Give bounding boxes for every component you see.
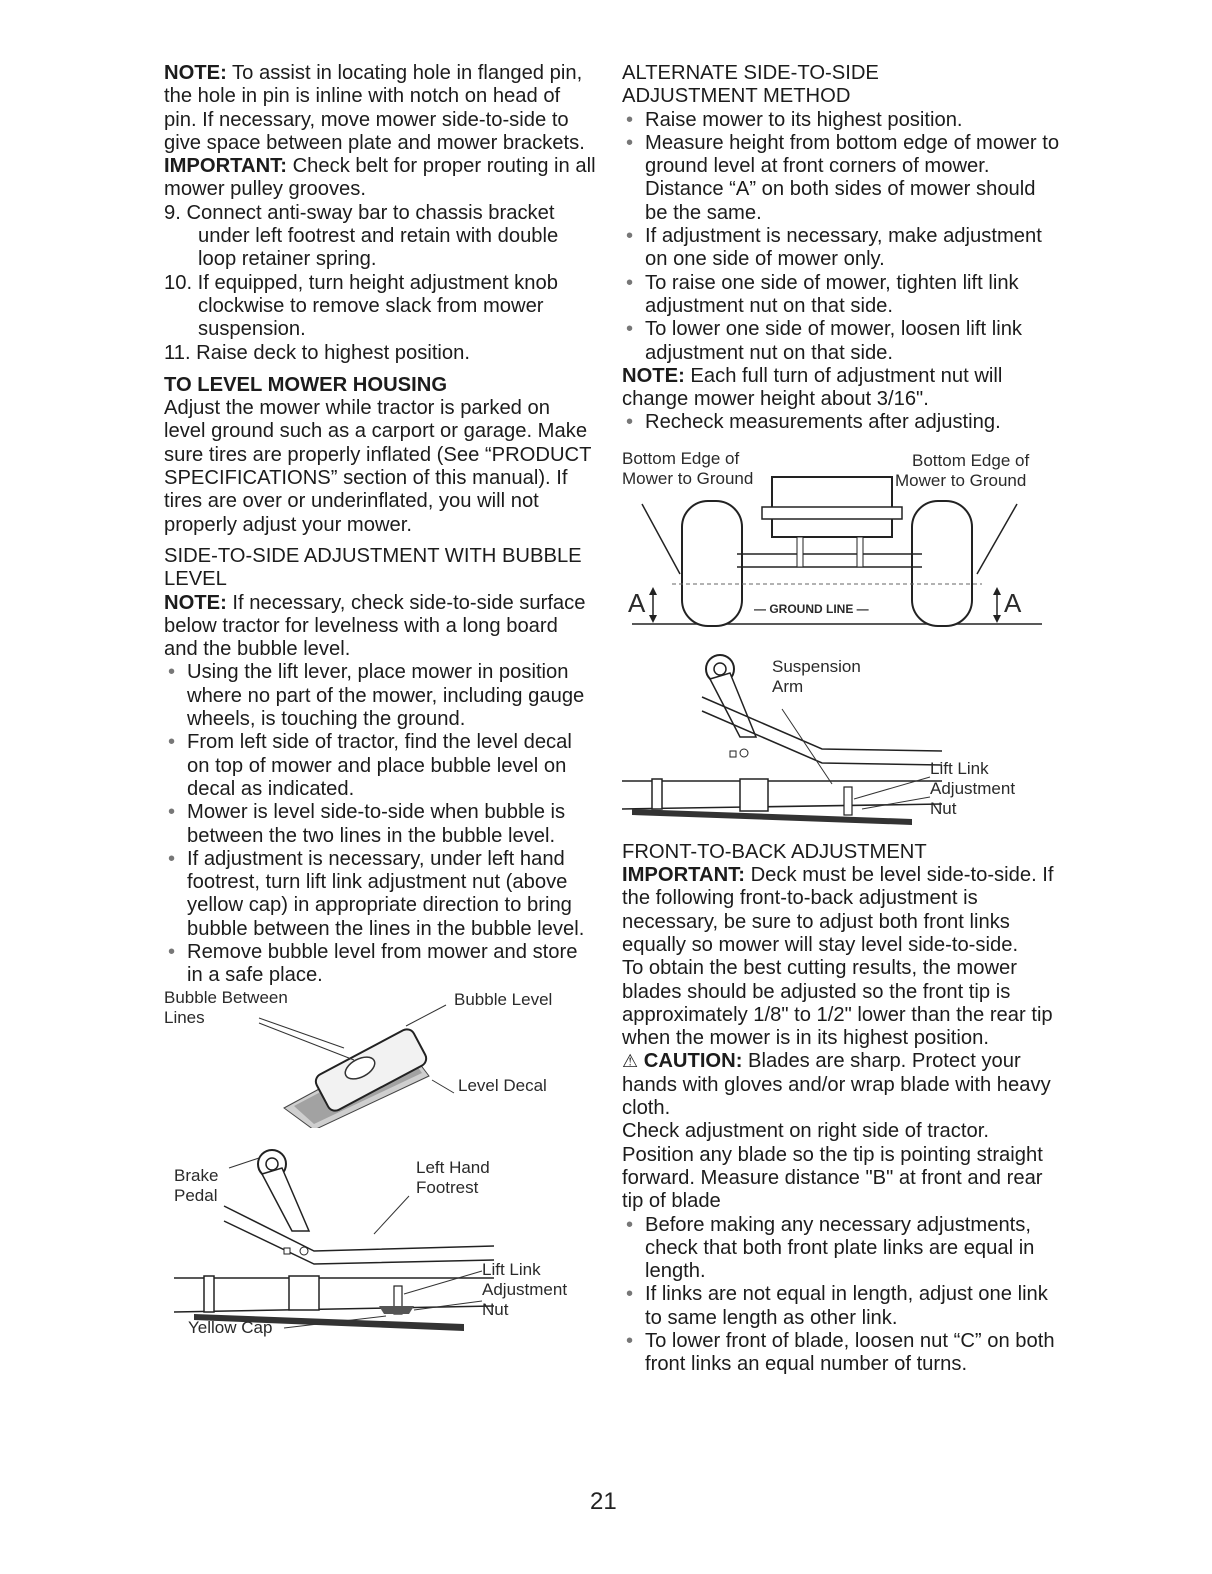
section-heading-level-mower: TO LEVEL MOWER HOUSING bbox=[164, 373, 448, 396]
ground-line-label: — GROUND LINE — bbox=[754, 601, 869, 616]
distance-a-left-label: A bbox=[628, 587, 646, 618]
adjustment-label: Adjustment bbox=[930, 778, 1016, 798]
section-heading-bubble-level: SIDE-TO-SIDE ADJUSTMENT WITH BUBBLE LEVEL bbox=[164, 544, 582, 591]
list-item: • Recheck measurements after adjusting. bbox=[622, 411, 1062, 434]
list-item: • Measure height from bottom edge of mower to ground level at front corners of mower. Distance “A” on both sides of mower should be the same. bbox=[622, 132, 1062, 225]
step-9: 9. Connect anti-sway bar to chassis bracket under left footrest and retain with double loop retainer spring. bbox=[164, 201, 559, 271]
important-label: IMPORTANT: bbox=[622, 864, 745, 887]
lift-link-label: Lift Link bbox=[930, 758, 989, 778]
right-column bbox=[622, 62, 1062, 1377]
front-to-back-steps bbox=[622, 1214, 1062, 1377]
list-item: • Mower is level side-to-side when bubble is between the two lines in the bubble level. bbox=[164, 801, 596, 848]
note-paragraph-3 bbox=[622, 365, 1062, 412]
caution-text: Blades are sharp. Protect your hands with gloves and/or wrap blade with heavy cloth. bbox=[622, 1050, 1051, 1120]
ground-line-figure bbox=[622, 449, 1062, 639]
check-adjustment-text: Check adjustment on right side of tractor. Position any blade so the tip is pointing straight forward. Measure distance "B" at front and rear tip of blade bbox=[622, 1120, 1043, 1213]
note-label: NOTE: bbox=[164, 591, 227, 614]
footrest-label: Footrest bbox=[416, 1177, 479, 1197]
left-column bbox=[164, 62, 596, 1336]
section-heading-alternate-method: ALTERNATE SIDE-TO-SIDE ADJUSTMENT METHOD bbox=[622, 62, 879, 108]
list-item: • To lower one side of mower, loosen lift link adjustment nut on that side. bbox=[622, 318, 1062, 365]
arm-label: Arm bbox=[772, 676, 804, 696]
note-label: NOTE: bbox=[164, 62, 227, 84]
nut-label: Nut bbox=[482, 1299, 509, 1319]
list-item: • To lower front of blade, loosen nut “C” on both front links an equal number of turns. bbox=[622, 1330, 1062, 1377]
note-paragraph-2 bbox=[164, 592, 596, 662]
suspension-label: Suspension bbox=[772, 656, 861, 676]
caution-paragraph bbox=[622, 1050, 1062, 1120]
level-decal-label: Level Decal bbox=[458, 1075, 547, 1095]
important-label: IMPORTANT: bbox=[164, 155, 287, 178]
mower-to-ground-right-label: Mower to Ground bbox=[895, 470, 1027, 490]
step-10: 10. If equipped, turn height adjustment knob clockwise to remove slack from mower suspension. bbox=[164, 271, 558, 341]
important-text: Deck must be level side-to-side. If the following front-to-back adjustment is necessary, be sure to adjust both front links equally so mower will stay level side-to-side. bbox=[622, 864, 1054, 956]
nut-label: Nut bbox=[930, 798, 957, 818]
yellow-cap-label: Yellow Cap bbox=[188, 1317, 273, 1337]
list-item: • Remove bubble level from mower and store in a safe place. bbox=[164, 941, 596, 988]
list-item: • If links are not equal in length, adjust one link to same length as other link. bbox=[622, 1283, 1062, 1330]
lines-label: Lines bbox=[164, 1007, 205, 1027]
recheck-list bbox=[622, 411, 1062, 434]
list-item: • If adjustment is necessary, make adjustment on one side of mower only. bbox=[622, 225, 1062, 272]
bubble-level-figure bbox=[164, 988, 596, 1128]
brake-footrest-figure bbox=[164, 1136, 596, 1336]
section-heading-front-to-back: FRONT-TO-BACK ADJUSTMENT bbox=[622, 840, 927, 863]
list-item: • To raise one side of mower, tighten lift link adjustment nut on that side. bbox=[622, 272, 1062, 319]
important-paragraph bbox=[164, 155, 596, 202]
brake-label: Brake bbox=[174, 1165, 219, 1185]
note-text: Each full turn of adjustment nut will change mower height about 3/16". bbox=[622, 364, 1003, 411]
step-11: 11. Raise deck to highest position. bbox=[164, 341, 470, 364]
caution-label: CAUTION: bbox=[643, 1050, 743, 1073]
list-item: • Raise mower to its highest position. bbox=[622, 109, 1062, 132]
bottom-edge-right-label: Bottom Edge of bbox=[912, 450, 1030, 470]
bubble-between-label: Bubble Between bbox=[164, 987, 288, 1007]
page-number: 21 bbox=[590, 1488, 617, 1515]
level-mower-text: Adjust the mower while tractor is parked on level ground such as a carport or garage. Make sure tires are properly inflated (See “PRODUCT SPECIFICATIONS” section of this manual). If tires are over or underinflated, you will not properly adjust your mower. bbox=[164, 397, 592, 536]
note-text: If necessary, check side-to-side surface below tractor for levelness with a long board and the bubble level. bbox=[164, 591, 586, 661]
suspension-arm-figure bbox=[622, 639, 1062, 839]
bubble-level-steps bbox=[164, 661, 596, 987]
important-text: Check belt for proper routing in all mower pulley grooves. bbox=[164, 155, 596, 201]
warning-icon: ⚠ bbox=[622, 1051, 639, 1072]
list-item: • From left side of tractor, find the level decal on top of mower and place bubble level on decal as indicated. bbox=[164, 731, 596, 801]
alternate-method-steps bbox=[622, 109, 1062, 365]
bottom-edge-left-label: Bottom Edge of bbox=[622, 448, 740, 468]
note-paragraph bbox=[164, 62, 596, 155]
pedal-label: Pedal bbox=[174, 1185, 218, 1205]
bubble-level-label: Bubble Level bbox=[454, 989, 553, 1009]
adjustment-label: Adjustment bbox=[482, 1279, 568, 1299]
front-to-back-text: To obtain the best cutting results, the mower blades should be adjusted so the front tip is approximately 1/8" to 1/2" lower than the rear tip when the mower is in its highest position. bbox=[622, 957, 1053, 1050]
lift-link-label: Lift Link bbox=[482, 1259, 541, 1279]
lift-link-illustration bbox=[164, 1136, 596, 1336]
distance-a-right-label: A bbox=[1004, 587, 1022, 618]
left-hand-label: Left Hand bbox=[416, 1157, 490, 1177]
list-item: • Before making any necessary adjustments, check that both front plate links are equal in length. bbox=[622, 1214, 1062, 1284]
important-paragraph-2 bbox=[622, 864, 1062, 957]
note-text: To assist in locating hole in flanged pin, the hole in pin is inline with notch on head of pin. If necessary, move mower side-to-side to give space between plate and mower brackets. bbox=[164, 62, 585, 154]
list-item: • If adjustment is necessary, under left hand footrest, turn lift link adjustment nut (above yellow cap) in appropriate direction to bring bubble between the lines in the bubble level. bbox=[164, 848, 596, 941]
list-item: • Using the lift lever, place mower in position where no part of the mower, including gauge wheels, is touching the ground. bbox=[164, 661, 596, 731]
mower-to-ground-left-label: Mower to Ground bbox=[622, 468, 754, 488]
note-label: NOTE: bbox=[622, 364, 685, 387]
